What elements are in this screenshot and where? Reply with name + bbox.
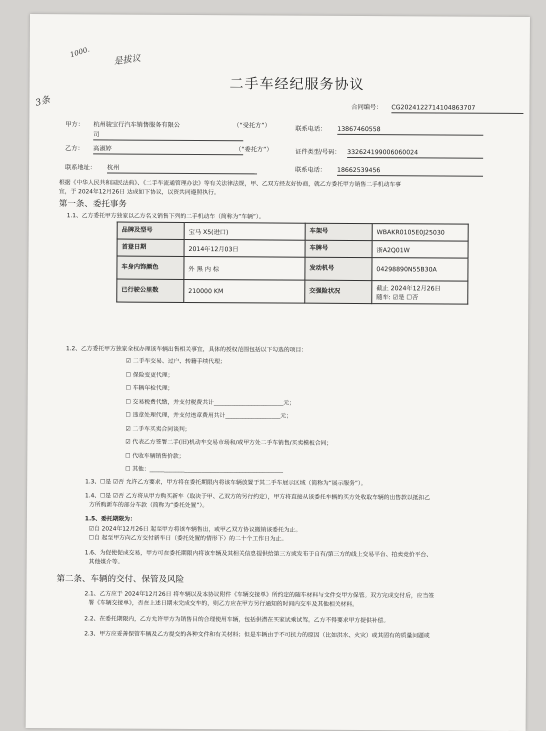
clause-1-6: 1.6、为促使促成交易，甲方可在委托期限内将该车辆及其相关信息提供给第三方或发布于自有/第三方的线上交易平台、拍卖竞价平台、 bbox=[84, 550, 433, 559]
mileage-value: 210000 KM bbox=[184, 279, 305, 303]
contract-no: CG202412271410486370​7 bbox=[391, 104, 523, 114]
authorization-item: ☐ 车辆年检代理； bbox=[125, 385, 174, 392]
clause-2-3: 2.3、甲方应妥善保管车辆及乙方提交的各种文件和有关材料；但是车辆由于不可抗力的原因（比如洪水、火灾）或其固有的质量问题或 bbox=[84, 631, 430, 640]
vehicle-table bbox=[116, 222, 468, 305]
plate-value: 浙A2Q01W bbox=[372, 241, 468, 259]
insurance-value: 截止 2024年12月26日 随车: ☑是 ☐否 bbox=[372, 281, 468, 305]
clause-1-4-cont: 方所购新车的部分车款（简称为“委托处置”）。 bbox=[88, 502, 209, 510]
reg-date-label: 首登日期 bbox=[117, 239, 184, 256]
contract-no-label: 合同编号： bbox=[351, 103, 383, 112]
clause-1-5-option: ☐自 起至甲方向乙方交付新车日（委托处置的情形下）的二十个工作日为止。 bbox=[88, 535, 288, 543]
party-b-id: 332624199006060024 bbox=[347, 149, 483, 159]
party-a-name-cont: 司 bbox=[93, 131, 243, 141]
authorization-item: ☐ 违章处理代理，并支付违章费用共计___________________元； bbox=[125, 412, 293, 420]
party-a-name: 杭州骏宝行汽车销售服务有限公 bbox=[93, 121, 180, 129]
authorization-item: ☑ 二手车交易、过户、转籍手续代理； bbox=[125, 358, 226, 366]
authorization-item: ☑ 二手车买卖合同谈判； bbox=[125, 426, 191, 433]
party-b-id-label: 证件类型/号码： bbox=[295, 148, 341, 156]
clause-2-1-cont: 署《车辆交接单》，否在上述日期未完成交车的，则乙方应在甲方另行通知的时间内交车及其他相关材料。 bbox=[88, 600, 358, 609]
color-label: 车身内饰颜色 bbox=[117, 256, 184, 279]
handwritten-note: 是拔议 bbox=[113, 53, 142, 68]
address: 杭州 bbox=[107, 164, 257, 174]
party-a-role: （“受托方”） bbox=[233, 122, 271, 130]
clause-1-6-cont: 其他媒介等。 bbox=[88, 559, 124, 566]
handwritten-note: 1000. bbox=[69, 45, 91, 60]
authorization-item: ☑ 代表乙方签署二手(旧)机动车交易市场和/或甲方处二手车销售/买卖模板合同； bbox=[125, 439, 333, 447]
insurance-label: 交强险状况 bbox=[305, 280, 372, 303]
section-heading: 第二条、车辆的交付、保管及风险 bbox=[56, 574, 185, 585]
clause-1-5-option: ☑自 2024年12月26日 起至甲方将该车辆售出，或甲乙双方协议撤销该委托为止。 bbox=[88, 526, 302, 534]
mileage-label: 已行驶公里数 bbox=[117, 279, 184, 302]
clause-1-4: 1.4、☐是 ☑否 乙方将从甲方购买新车（取决于甲、乙双方的另行约定），甲方将直接从该委托车辆的买方处收取车辆的出售款以抵扣乙 bbox=[85, 493, 431, 502]
authorization-item: ☐ 其他：______________________________________________ bbox=[125, 466, 283, 474]
clause-2-1: 2.1、乙方应于 2024年12月26日 将车辆以及本协议附件《车辆交接单》所约定的随车材料与文件交甲方保管。双方完成交付后，应当签 bbox=[84, 591, 435, 600]
preamble-line: 宜，于 2024年12月26日 达成如下协议，以资共同遵照执行。 bbox=[58, 189, 220, 197]
document-title: 二手车经纪服务协议 bbox=[229, 76, 365, 94]
clause-1-2: 1.2、乙方委托甲方独家全权办理该车辆出售相关事宜，具体的授权范围包括以下勾选的项目： bbox=[65, 346, 308, 354]
vin-value: WBAKR0105E0J25030 bbox=[372, 224, 468, 242]
handwritten-note: 3条 bbox=[34, 95, 52, 109]
party-b-role: （“委托方”） bbox=[235, 146, 273, 154]
contact-phone-label: 联系电话： bbox=[295, 166, 327, 174]
reg-date-value: 2014年12月03日 bbox=[184, 239, 305, 257]
clause-2-2: 2.2、在委托期限内，乙方允许甲方为销售目的合理使用车辆，包括供潜在买家试乘试驾。乙方不得要求甲方提供补偿。 bbox=[84, 616, 390, 625]
party-a-phone: 13867460558 bbox=[337, 126, 483, 136]
contact-phone: 18662539456 bbox=[337, 167, 483, 177]
party-b-name: 高淑婷 bbox=[93, 145, 243, 155]
brand-label: 品牌及型号 bbox=[117, 222, 184, 239]
address-label: 联系地址： bbox=[65, 164, 97, 172]
plate-label: 车牌号 bbox=[305, 240, 372, 257]
party-a-phone-label: 联系电话： bbox=[295, 125, 327, 133]
clause-1-5: 1.5、委托期限为： bbox=[84, 516, 136, 523]
color-value: 外 黑 内 棕 bbox=[184, 256, 305, 280]
vin-label: 车架号 bbox=[305, 223, 372, 240]
preamble-line: 根据《中华人民共和国民法典》、《二手车流通管理办法》等有关法律法规，甲、乙双方经友好协商，就乙方委托甲方销售二手机动车事 bbox=[58, 180, 401, 189]
contract-paper bbox=[26, 14, 530, 731]
authorization-item: ☐ 保险变更代理； bbox=[125, 372, 174, 379]
authorization-item: ☐ 代收车辆销售价款； bbox=[125, 453, 185, 460]
party-a-label: 甲方： bbox=[65, 121, 84, 129]
party-b-label: 乙方： bbox=[65, 145, 84, 153]
clause-1-1: 1.1、乙方委托甲方独家以乙方名义销售下列的二手机动车（简称为“车辆”）。 bbox=[66, 213, 265, 221]
brand-value: 宝马 X5(进口) bbox=[184, 222, 305, 240]
engine-value: 04298890N55B30A bbox=[372, 258, 468, 282]
clause-1-3: 1.3、☐是 ☑否 允许乙方要求，甲方将在委托期限内将该车辆放置于其二手车展示区域（简称为“展示服务”）。 bbox=[85, 479, 367, 488]
authorization-item: ☐ 交易税费代缴，并支付税费共计________________________元； bbox=[125, 399, 296, 407]
section-heading: 第一条、委托事务 bbox=[58, 199, 127, 210]
engine-label: 发动机号 bbox=[305, 257, 372, 280]
